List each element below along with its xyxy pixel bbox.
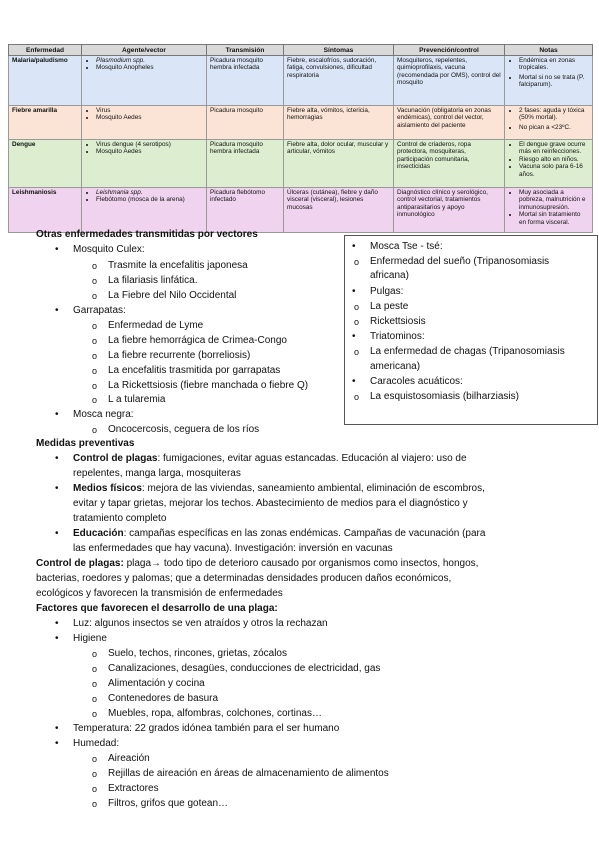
medidas-heading: Medidas preventivas bbox=[36, 438, 135, 449]
list-item: o Aireación bbox=[108, 753, 150, 765]
plaga-text-cont: bacterias, roedores y palomas; que a determinadas densidades producen daños económicos, bbox=[36, 573, 452, 584]
list-item: o Filtros, grifos que gotean… bbox=[108, 798, 228, 810]
list-item: o Rickettsiosis bbox=[370, 316, 426, 328]
plaga-text: plaga→ todo tipo de deterioro causado por organismos como insectos, hongos, bbox=[123, 558, 479, 569]
list-item-cont: africana) bbox=[370, 270, 409, 281]
agent-item: • Flebótomo (mosca de la arena) bbox=[96, 196, 203, 203]
cell-prevention: Mosquiteros, repelentes, quimioprofilaxis, vacuna (recomendada por OMS), control del mosquito bbox=[394, 56, 505, 106]
cell-symptoms: Fiebre alta, vómitos, ictericia, hemorragias bbox=[284, 106, 394, 140]
garrapatas-label: • Garrapatas: bbox=[73, 305, 126, 317]
cell-disease: Malaria/paludismo bbox=[9, 56, 82, 106]
note-item: • Riesgo alto en niños. bbox=[519, 156, 589, 163]
cell-transmission: Picadura mosquito hembra infectada bbox=[207, 56, 284, 106]
agent-item: • Mosquito Aedes bbox=[96, 114, 203, 121]
agent-item: Plasmodium spp. bbox=[96, 57, 146, 64]
cell-disease: Leishmaniosis bbox=[9, 188, 82, 233]
culex-label: • Mosquito Culex: bbox=[73, 244, 145, 256]
list-item: o Alimentación y cocina bbox=[108, 678, 205, 690]
agent-item: • Mosquito Anopheles bbox=[96, 64, 203, 71]
list-item: o Canalizaciones, desagües, conducciones de electricidad, gas bbox=[108, 663, 380, 675]
list-item: o Oncocercosis, ceguera de los ríos bbox=[108, 424, 259, 436]
header-sintomas: Síntomas bbox=[284, 45, 394, 56]
cell-disease: Fiebre amarilla bbox=[9, 106, 82, 140]
control-paragraph bbox=[73, 453, 467, 465]
plaga-paragraph bbox=[36, 558, 478, 570]
luz-item: • Luz: algunos insectos se ven atraídos y otros la rechazan bbox=[73, 618, 328, 630]
caracoles-label: • Caracoles acuáticos: bbox=[370, 376, 463, 388]
list-item: o Muebles, ropa, alfombras, colchones, cortinas… bbox=[108, 708, 322, 720]
control-label: Control de plagas bbox=[73, 453, 158, 464]
cell-prevention: Vacunación (obligatoria en zonas endémicas), control del vector, aislamiento del paciente bbox=[394, 106, 505, 140]
fisicos-paragraph bbox=[73, 483, 485, 495]
agent-item: • Virus bbox=[96, 107, 203, 114]
list-item: o Contenedores de basura bbox=[108, 693, 218, 705]
mosca-negra-label: • Mosca negra: bbox=[73, 409, 134, 421]
educacion-paragraph bbox=[73, 528, 485, 540]
header-enfermedad: Enfermedad bbox=[9, 45, 82, 56]
note-item: • El dengue grave ocurre más en reinfecciones. bbox=[519, 141, 589, 156]
cell-transmission: Picadura mosquito hembra infectada bbox=[207, 140, 284, 188]
list-item: o La encefalitis trasmitida por garrapatas bbox=[108, 365, 280, 377]
fisicos-text-cont: tratamiento completo bbox=[73, 513, 167, 524]
note-item: • Mortal si no se trata (P. falciparum). bbox=[519, 74, 589, 89]
higiene-label: • Higiene bbox=[73, 633, 107, 645]
educacion-text: : campañas específicas en las zonas endémicas. Campañas de vacunación (para bbox=[123, 528, 486, 539]
otras-heading: Otras enfermedades transmitidas por vectores bbox=[36, 229, 258, 240]
list-item-cont: americana) bbox=[370, 361, 421, 372]
cell-transmission: Picadura mosquito bbox=[207, 106, 284, 140]
cell-symptoms: Fiebre alta, dolor ocular, muscular y articular, vómitos bbox=[284, 140, 394, 188]
note-item: • Mortal sin tratamiento en forma visceral. bbox=[519, 211, 589, 226]
plaga-label: Control de plagas: bbox=[36, 558, 124, 569]
list-item: o La Rickettsiosis (fiebre manchada o fiebre Q) bbox=[108, 380, 308, 392]
note-item: • No pican a <23ºC. bbox=[519, 124, 589, 131]
tse-label: • Mosca Tse - tsé: bbox=[370, 241, 443, 253]
list-item: o Enfermedad del sueño (Tripanosomiasis bbox=[370, 256, 549, 268]
header-agente: Agente/vector bbox=[82, 45, 207, 56]
list-item: o Trasmite la encefalitis japonesa bbox=[108, 260, 248, 272]
note-item: • Vacuna solo para 6-16 años. bbox=[519, 163, 589, 178]
humedad-label: • Humedad: bbox=[73, 738, 119, 750]
list-item: o La esquistosomiasis (bilharziasis) bbox=[370, 391, 519, 403]
fisicos-text-cont: evitar y tapar grietas, mejorar los techos. Abastecimiento de medios para el diagnóstico y bbox=[73, 498, 468, 509]
plaga-text-cont: ecológicos y favorecen la transmisión de enfermedades bbox=[36, 588, 283, 599]
header-notas: Notas bbox=[505, 45, 593, 56]
agent-item: Leishmania spp. bbox=[96, 189, 143, 196]
note-item: • 2 fases: aguda y tóxica (50% mortal). bbox=[519, 107, 589, 122]
agent-item: • Mosquito Aedes bbox=[96, 148, 203, 155]
list-item: o L a tularemia bbox=[108, 394, 165, 406]
factores-heading: Factores que favorecen el desarrollo de una plaga: bbox=[36, 603, 278, 614]
note-item: • Muy asociada a pobreza, malnutrición e inmunosupresión. bbox=[519, 189, 589, 211]
cell-disease: Dengue bbox=[9, 140, 82, 188]
list-item: o La filariasis linfática. bbox=[108, 275, 197, 287]
list-item: o La Fiebre del Nilo Occidental bbox=[108, 290, 236, 302]
control-text: : fumigaciones, evitar aguas estancadas. Educación al viajero: uso de bbox=[157, 453, 467, 464]
vectors-box bbox=[344, 235, 598, 425]
fisicos-label: Medios físicos bbox=[73, 483, 142, 494]
educacion-text-cont: las enfermedades que hay vacuna). Investigación: inversión en vacunas bbox=[73, 543, 393, 554]
note-item: • Endémica en zonas tropicales. bbox=[519, 57, 589, 72]
cell-prevention: Diagnóstico clínico y serológico, control vectorial, tratamientos antiparasitarios y apoyo inmunológico bbox=[394, 188, 505, 233]
list-item: o La peste bbox=[370, 301, 408, 313]
temperatura-item: • Temperatura: 22 grados idónea también para el ser humano bbox=[73, 723, 339, 735]
list-item: o Rejillas de aireación en áreas de almacenamiento de alimentos bbox=[108, 768, 389, 780]
list-item: o La fiebre recurrente (borreliosis) bbox=[108, 350, 250, 362]
cell-transmission: Picadura flebótomo infectado bbox=[207, 188, 284, 233]
agent-item: • Virus dengue (4 serotipos) bbox=[96, 141, 203, 148]
cell-symptoms: Úlceras (cutánea), fiebre y daño visceral (visceral), lesiones mucosas bbox=[284, 188, 394, 233]
list-item: o Extractores bbox=[108, 783, 159, 795]
list-item: o La fiebre hemorrágica de Crimea-Congo bbox=[108, 335, 287, 347]
cell-symptoms: Fiebre, escalofríos, sudoración, fatiga, convulsiones, dificultad respiratoria bbox=[284, 56, 394, 106]
control-text-cont: repelentes, manga larga, mosquiteras bbox=[73, 468, 241, 479]
fisicos-text: : mejora de las viviendas, saneamiento ambiental, eliminación de escombros, bbox=[141, 483, 485, 494]
cell-prevention: Control de criaderos, ropa protectora, mosquiteras, participación comunitaria, insecticidas bbox=[394, 140, 505, 188]
triatominos-label: • Triatominos: bbox=[370, 331, 425, 343]
list-item: o La enfermedad de chagas (Tripanosomiasis bbox=[370, 346, 565, 358]
pulgas-label: • Pulgas: bbox=[370, 286, 403, 298]
header-transmision: Transmisión bbox=[207, 45, 284, 56]
list-item: o Suelo, techos, rincones, grietas, zócalos bbox=[108, 648, 287, 660]
list-item: o Enfermedad de Lyme bbox=[108, 320, 203, 332]
educacion-label: Educación bbox=[73, 528, 124, 539]
header-prevencion: Prevención/control bbox=[394, 45, 505, 56]
